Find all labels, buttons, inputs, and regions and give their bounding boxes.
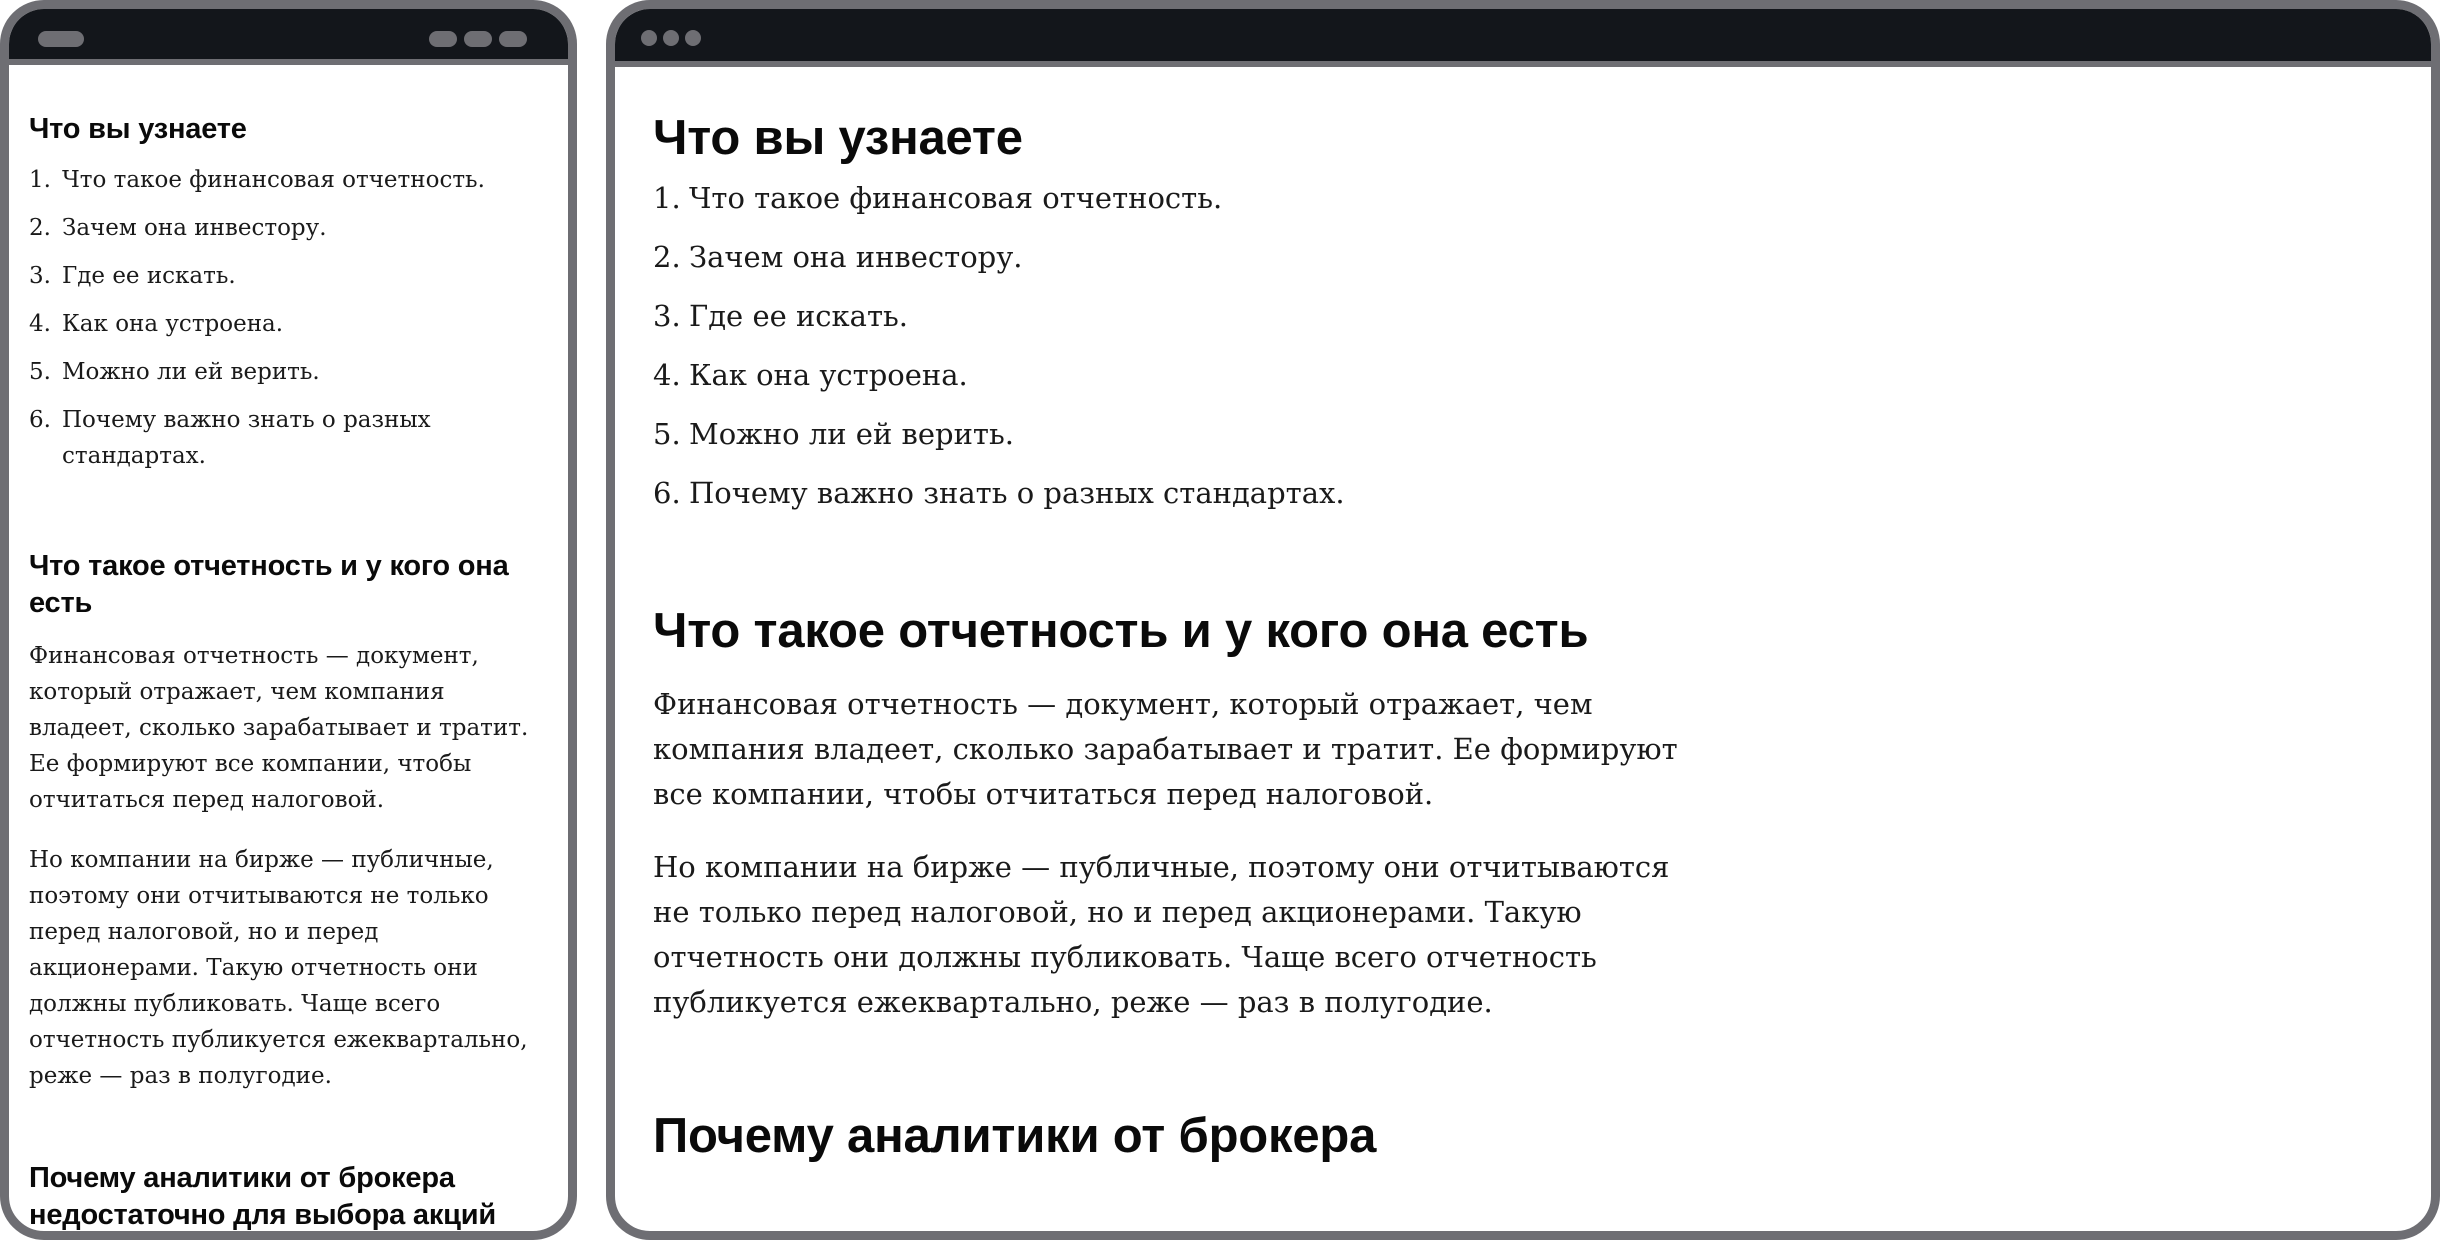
toc-item-text: Как она устроена.	[689, 358, 968, 392]
toc-item	[29, 258, 548, 294]
section-heading: Почему аналитики от брокера	[653, 1109, 1377, 1163]
toc-item-text: Почему важно знать о разных стандартах.	[689, 476, 1345, 510]
toc-item-number: 4.	[29, 311, 51, 337]
toc-list	[29, 162, 548, 474]
window-dot	[663, 30, 679, 46]
toc-item-text: Зачем она инвестору.	[62, 215, 327, 241]
paragraph: Финансовая отчетность — документ, который отражает, чем компания владеет, сколько зарабатывает и тратит. Ее формируют все компании, чтобы отчитаться перед налоговой.	[653, 687, 1678, 811]
toc-item-number: 2.	[653, 240, 681, 274]
desktop-article-content	[615, 73, 2431, 1231]
toc-item	[653, 472, 2393, 514]
mobile-indicator-pill	[464, 31, 492, 47]
toc-item-text: Можно ли ей верить.	[689, 417, 1014, 451]
paragraph: Финансовая отчетность — документ, который отражает, чем компания владеет, сколько зарабатывает и тратит. Ее формируют все компании, чтобы отчитаться перед налоговой.	[29, 643, 529, 813]
toc-item-number: 2.	[29, 215, 51, 241]
toc-item	[29, 210, 548, 246]
paragraph: Но компании на бирже — публичные, поэтому они отчитываются не только перед налоговой, но и перед акционерами. Такую отчетность они должны публиковать. Чаще всего отчетность публикуется ежеквартально, реже — раз в полугодие.	[29, 847, 528, 1089]
toc-item-text: Зачем она инвестору.	[689, 240, 1023, 274]
section-heading: Что такое отчетность и у кого она есть	[29, 550, 509, 619]
mobile-notch-pill	[38, 31, 84, 47]
section-heading: Почему аналитики от брокера недостаточно для выбора акций	[29, 1162, 497, 1231]
toc-item-number: 3.	[29, 263, 51, 289]
toc-heading: Что вы узнаете	[29, 113, 247, 145]
toc-item	[29, 306, 548, 342]
toc-item-number: 6.	[653, 476, 681, 510]
toc-item-text: Где ее искать.	[62, 263, 236, 289]
mobile-indicator-pill	[499, 31, 527, 47]
window-dot	[685, 30, 701, 46]
toc-item-text: Почему важно знать о разных стандартах.	[62, 407, 431, 469]
paragraph: Но компании на бирже — публичные, поэтому они отчитываются не только перед налоговой, но и перед акционерами. Такую отчетность они должны публиковать. Чаще всего отчетность публикуется ежеквартально, реже — раз в полугодие.	[653, 850, 1670, 1019]
toc-item-number: 3.	[653, 299, 681, 333]
toc-item	[653, 413, 2393, 455]
toc-list	[653, 177, 2393, 514]
toc-item	[29, 402, 469, 474]
toc-item-text: Что такое финансовая отчетность.	[689, 181, 1223, 215]
mobile-status-bar	[9, 9, 568, 65]
toc-item-text: Что такое финансовая отчетность.	[62, 167, 485, 193]
toc-item	[653, 177, 2393, 219]
section-heading: Что такое отчетность и у кого она есть	[653, 604, 1589, 658]
toc-item	[653, 236, 2393, 278]
browser-title-bar	[615, 9, 2431, 67]
toc-item	[653, 354, 2393, 396]
toc-item-number: 5.	[29, 359, 51, 385]
toc-item-number: 5.	[653, 417, 681, 451]
toc-heading: Что вы узнаете	[653, 111, 1023, 165]
mobile-indicator-pill	[429, 31, 457, 47]
toc-item-number: 1.	[29, 167, 51, 193]
window-dot	[641, 30, 657, 46]
toc-item	[29, 162, 548, 198]
toc-item-text: Где ее искать.	[689, 299, 909, 333]
desktop-preview-frame	[606, 0, 2440, 1240]
toc-item	[29, 354, 548, 390]
mobile-preview-frame	[0, 0, 577, 1240]
toc-item-text: Можно ли ей верить.	[62, 359, 320, 385]
toc-item-text: Как она устроена.	[62, 311, 284, 337]
toc-item	[653, 295, 2393, 337]
toc-item-number: 1.	[653, 181, 681, 215]
mobile-article-content	[9, 71, 568, 1231]
toc-item-number: 6.	[29, 407, 51, 433]
toc-item-number: 4.	[653, 358, 681, 392]
